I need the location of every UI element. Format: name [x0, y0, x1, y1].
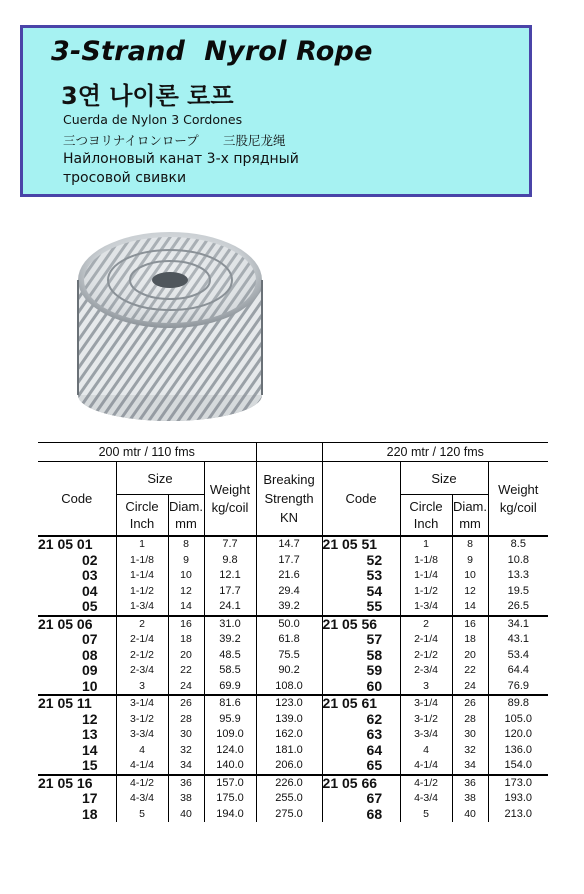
- code-cell-2: 21 05 51: [322, 537, 400, 553]
- diam-cell: 14: [168, 599, 204, 616]
- diam-cell-2: 9: [452, 553, 488, 569]
- diam-cell: 16: [168, 617, 204, 633]
- strength-cell: 108.0: [256, 679, 322, 696]
- circle-cell: 1: [116, 537, 168, 553]
- diam-cell: 20: [168, 648, 204, 664]
- diam-header: Diam. mm: [168, 495, 204, 537]
- weight-cell: 48.5: [204, 648, 256, 664]
- table-row: [38, 568, 548, 584]
- weight-cell-2: 173.0: [504, 776, 533, 789]
- russian-title-line-1: Найлоновый канат 3-х прядный: [63, 151, 299, 167]
- diam-cell: 34: [168, 758, 204, 775]
- code: 02: [38, 553, 116, 569]
- circle-cell: 1-1/8: [116, 553, 168, 569]
- circle-cell: 1-1/4: [116, 568, 168, 584]
- code: 15: [38, 758, 116, 775]
- circle-cell-2: 2: [400, 617, 452, 633]
- strength-cell: 61.8: [256, 632, 322, 648]
- code-cell-2: 59: [322, 663, 400, 679]
- right-length-header: 220 mtr / 120 fms: [322, 443, 548, 462]
- weight-cell: 17.7: [204, 584, 256, 600]
- circle-cell: 4-1/2: [116, 776, 168, 792]
- korean-title: 3연 나이론 로프: [61, 82, 234, 110]
- circle-cell-2: 1-1/4: [400, 568, 452, 584]
- diam-cell: 32: [168, 743, 204, 759]
- weight-cell-2: 136.0: [504, 743, 533, 756]
- code-cell-2: 64: [322, 743, 400, 759]
- circle-cell-2: 2-3/4: [400, 663, 452, 679]
- diam-cell-2: 34: [452, 758, 488, 775]
- code-cell-2: 60: [322, 679, 400, 696]
- code-cell-2: 52: [322, 553, 400, 569]
- diam-cell-2: 14: [452, 599, 488, 616]
- size-header: Size: [116, 462, 204, 495]
- diam-cell: 22: [168, 663, 204, 679]
- circle-cell-2: 3-1/2: [400, 712, 452, 728]
- table-row: [38, 807, 548, 823]
- weight-cell-2: 53.4: [507, 648, 529, 661]
- circle-cell: 3-3/4: [116, 727, 168, 743]
- strength-cell: 181.0: [256, 743, 322, 759]
- weight-cell: 194.0: [204, 807, 256, 823]
- weight-cell-2: 8.5: [510, 538, 526, 550]
- size-header-2: Size: [400, 462, 488, 495]
- code-cell-2: 67: [322, 791, 400, 807]
- diam-cell: 24: [168, 679, 204, 696]
- diam-cell-2: 30: [452, 727, 488, 743]
- spanish-title: Cuerda de Nylon 3 Cordones: [63, 112, 243, 127]
- product-title: 3-Strand Nyrol Rope: [51, 36, 373, 67]
- code-cell-2: 21 05 61: [322, 696, 400, 712]
- diam-cell-2: 26: [452, 696, 488, 712]
- weight-cell-2: 13.3: [507, 569, 529, 581]
- code: 08: [38, 648, 116, 664]
- weight-cell: 39.2: [204, 632, 256, 648]
- weight-cell-2: 43.1: [507, 633, 529, 645]
- strength-cell: 123.0: [256, 696, 322, 712]
- weight-cell: 69.9: [204, 679, 256, 696]
- diam-cell-2: 12: [452, 584, 488, 600]
- circle-cell-2: 3: [400, 679, 452, 696]
- diam-cell: 30: [168, 727, 204, 743]
- weight-cell: 109.0: [204, 727, 256, 743]
- code: 17: [38, 791, 116, 807]
- strength-cell: 50.0: [256, 617, 322, 633]
- table-row: [38, 599, 548, 616]
- code: 21 05 16: [38, 776, 116, 792]
- table-row: [38, 584, 548, 600]
- diam-cell: 28: [168, 712, 204, 728]
- circle-header: Circle Inch: [116, 495, 168, 537]
- circle-cell-2: 1: [400, 537, 452, 553]
- circle-cell: 1-3/4: [116, 599, 168, 616]
- circle-cell: 2-3/4: [116, 663, 168, 679]
- strength-cell: 226.0: [256, 776, 322, 792]
- japanese-title: 三つヨリナイロンロープ: [63, 133, 199, 148]
- weight-cell: 140.0: [204, 758, 256, 775]
- table-row: [38, 791, 548, 807]
- circle-cell-2: 4-1/2: [400, 776, 452, 792]
- code-header-2: Code: [322, 462, 400, 537]
- code-cell-2: 62: [322, 712, 400, 728]
- table-row: [38, 537, 548, 553]
- strength-cell: 139.0: [256, 712, 322, 728]
- circle-cell: 4: [116, 743, 168, 759]
- strength-cell: 17.7: [256, 553, 322, 569]
- code: 10: [38, 679, 116, 696]
- circle-cell-2: 3-3/4: [400, 727, 452, 743]
- spec-table: [38, 442, 548, 864]
- strength-cell: 255.0: [256, 791, 322, 807]
- title-box: [20, 25, 532, 197]
- weight-cell: 9.8: [204, 553, 256, 569]
- circle-cell-2: 5: [400, 807, 452, 823]
- weight-cell: 31.0: [204, 617, 256, 633]
- code-header: Code: [38, 462, 116, 537]
- diam-cell-2: 18: [452, 632, 488, 648]
- strength-cell: 14.7: [256, 537, 322, 553]
- strength-cell: 90.2: [256, 663, 322, 679]
- weight-cell-2: 193.0: [504, 792, 533, 804]
- circle-cell: 3: [116, 679, 168, 696]
- diam-cell-2: 40: [452, 807, 488, 823]
- diam-header-2: Diam. mm: [452, 495, 488, 537]
- table-row: [38, 776, 548, 792]
- circle-cell-2: 3-1/4: [400, 696, 452, 712]
- strength-cell: 206.0: [256, 758, 322, 775]
- code-cell-2: 65: [322, 758, 400, 775]
- circle-cell: 5: [116, 807, 168, 823]
- weight-cell-2: 34.1: [507, 617, 529, 630]
- diam-cell-2: 38: [452, 791, 488, 807]
- table-row: [38, 743, 548, 759]
- russian-title-line-2: тросовой свивки: [63, 170, 187, 186]
- weight-cell: 95.9: [204, 712, 256, 728]
- diam-cell: 40: [168, 807, 204, 823]
- table-row: [38, 632, 548, 648]
- diam-cell: 36: [168, 776, 204, 792]
- circle-header-2: Circle Inch: [400, 495, 452, 537]
- diam-cell-2: 20: [452, 648, 488, 664]
- strength-cell: 39.2: [256, 599, 322, 616]
- diam-cell: 38: [168, 791, 204, 807]
- circle-cell: 4-1/4: [116, 758, 168, 775]
- table-row: [38, 617, 548, 633]
- weight-cell-2: 19.5: [507, 584, 529, 597]
- table-row: [38, 696, 548, 712]
- weight-cell: 124.0: [204, 743, 256, 759]
- weight-cell: 7.7: [204, 537, 256, 553]
- circle-cell-2: 1-3/4: [400, 599, 452, 616]
- weight-cell-2: 120.0: [504, 728, 533, 740]
- diam-cell: 10: [168, 568, 204, 584]
- weight-cell: 58.5: [204, 663, 256, 679]
- strength-cell: 21.6: [256, 568, 322, 584]
- weight-cell: 81.6: [204, 696, 256, 712]
- diam-cell-2: 22: [452, 663, 488, 679]
- strength-cell: 275.0: [256, 807, 322, 823]
- code-cell-2: 53: [322, 568, 400, 584]
- code: 13: [38, 727, 116, 743]
- strength-cell: 75.5: [256, 648, 322, 664]
- strength-cell: 162.0: [256, 727, 322, 743]
- circle-cell: 2-1/2: [116, 648, 168, 664]
- weight-cell-2: 105.0: [504, 712, 533, 725]
- breaking-strength-header: Breaking Strength KN: [256, 462, 322, 537]
- circle-cell: 2: [116, 617, 168, 633]
- table-row: [38, 553, 548, 569]
- diam-cell: 8: [168, 537, 204, 553]
- circle-cell-2: 2-1/4: [400, 632, 452, 648]
- weight-cell-2: 76.9: [507, 679, 529, 692]
- table-row: [38, 648, 548, 664]
- code: 03: [38, 568, 116, 584]
- diam-cell-2: 10: [452, 568, 488, 584]
- circle-cell-2: 4: [400, 743, 452, 759]
- circle-cell-2: 1-1/8: [400, 553, 452, 569]
- weight-cell-2: 10.8: [507, 553, 529, 566]
- code: 09: [38, 663, 116, 679]
- diam-cell-2: 8: [452, 537, 488, 553]
- circle-cell: 3-1/4: [116, 696, 168, 712]
- diam-cell-2: 36: [452, 776, 488, 792]
- circle-cell-2: 1-1/2: [400, 584, 452, 600]
- code: 07: [38, 632, 116, 648]
- weight-cell-2: 213.0: [504, 807, 533, 820]
- weight-cell: 12.1: [204, 568, 256, 584]
- code: 12: [38, 712, 116, 728]
- diam-cell: 9: [168, 553, 204, 569]
- circle-cell: 2-1/4: [116, 632, 168, 648]
- code-cell-2: 63: [322, 727, 400, 743]
- code-cell-2: 21 05 66: [322, 776, 400, 792]
- circle-cell-2: 2-1/2: [400, 648, 452, 664]
- weight-cell-2: 64.4: [507, 664, 529, 676]
- circle-cell-2: 4-3/4: [400, 791, 452, 807]
- diam-cell-2: 16: [452, 617, 488, 633]
- code-cell-2: 55: [322, 599, 400, 616]
- table-row: [38, 758, 548, 775]
- diam-cell: 26: [168, 696, 204, 712]
- diam-cell-2: 24: [452, 679, 488, 696]
- weight-cell-2: 26.5: [507, 600, 529, 612]
- diam-cell-2: 32: [452, 743, 488, 759]
- circle-cell: 3-1/2: [116, 712, 168, 728]
- table-row: [38, 712, 548, 728]
- diam-cell-2: 28: [452, 712, 488, 728]
- weight-cell: 175.0: [204, 791, 256, 807]
- weight-cell-2: 154.0: [504, 759, 533, 771]
- code-cell-2: 54: [322, 584, 400, 600]
- code-cell-2: 21 05 56: [322, 617, 400, 633]
- circle-cell: 4-3/4: [116, 791, 168, 807]
- diam-cell: 18: [168, 632, 204, 648]
- left-length-header: 200 mtr / 110 fms: [38, 443, 256, 462]
- code-cell-2: 68: [322, 807, 400, 823]
- chinese-title: 三股尼龙绳: [223, 133, 286, 148]
- code: 21 05 06: [38, 617, 116, 633]
- weight-cell: 157.0: [204, 776, 256, 792]
- strength-cell: 29.4: [256, 584, 322, 600]
- code: 18: [38, 807, 116, 823]
- table-row: [38, 679, 548, 696]
- weight-cell: 24.1: [204, 599, 256, 616]
- circle-cell-2: 4-1/4: [400, 758, 452, 775]
- circle-cell: 1-1/2: [116, 584, 168, 600]
- code: 05: [38, 599, 116, 616]
- code: 21 05 11: [38, 696, 116, 712]
- code: 14: [38, 743, 116, 759]
- code: 04: [38, 584, 116, 600]
- rope-coil-image: [70, 210, 270, 430]
- diam-cell: 12: [168, 584, 204, 600]
- weight-cell-2: 89.8: [507, 697, 529, 709]
- weight-header: Weight kg/coil: [204, 462, 256, 537]
- weight-header-2: Weight kg/coil: [498, 481, 539, 515]
- code-cell-2: 58: [322, 648, 400, 664]
- table-row: [38, 663, 548, 679]
- code-cell-2: 57: [322, 632, 400, 648]
- table-row: [38, 727, 548, 743]
- code: 21 05 01: [38, 537, 116, 553]
